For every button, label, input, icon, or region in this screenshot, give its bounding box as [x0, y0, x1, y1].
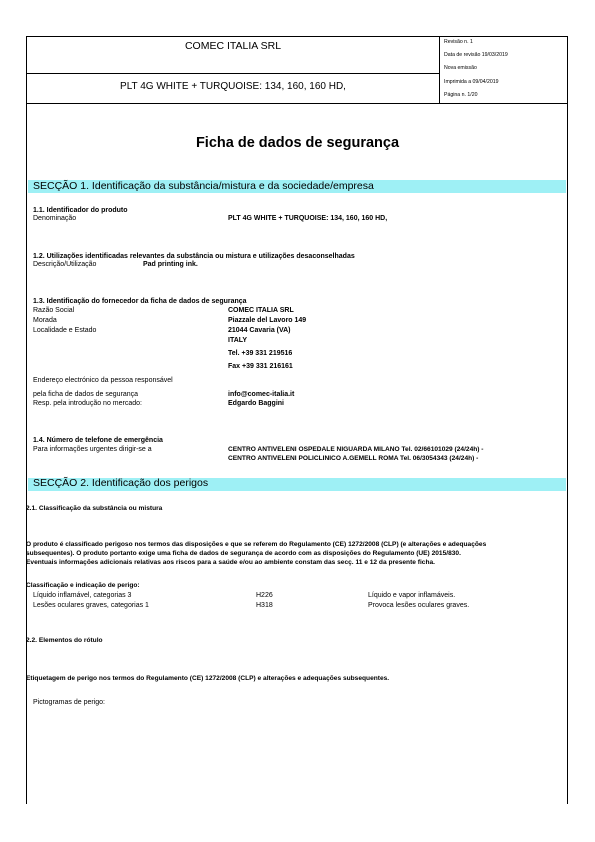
- responsible-label: Resp. pela introdução no mercado:: [33, 400, 142, 407]
- subsection-1-3-heading: 1.3. Identificação do fornecedor da ficha de dados de segurança: [33, 298, 247, 305]
- section-1-heading: SECÇÃO 1. Identificação da substância/mistura e da sociedade/empresa: [33, 180, 374, 192]
- document-title: Ficha de dados de segurança: [195, 135, 400, 151]
- revision-number: Revisão n. 1: [444, 39, 473, 45]
- hazard-statement: Provoca lesões oculares graves.: [368, 602, 470, 609]
- company-value: COMEC ITALIA SRL: [228, 307, 294, 314]
- subsection-2-2-heading: 2.2. Elementos do rótulo: [26, 637, 103, 644]
- emergency-line-2: CENTRO ANTIVELENI POLICLINICO A.GEMELL ROMA Tel. 06/3054343 (24/24h) -: [228, 455, 479, 462]
- responsible-value: Edgardo Baggini: [228, 400, 284, 407]
- product-identifier-value: PLT 4G WHITE + TURQUOISE: 134, 160, 160 HD,: [228, 215, 388, 222]
- hazard-code: H226: [256, 592, 273, 599]
- city-value: 21044 Cavaria (VA): [228, 327, 291, 334]
- subsection-2-1-heading: 2.1. Classificação da substância ou mistura: [26, 505, 163, 512]
- header-divider-vertical: [439, 37, 440, 103]
- company-name: COMEC ITALIA SRL: [184, 40, 282, 52]
- emergency-line-1: CENTRO ANTIVELENI OSPEDALE NIGUARDA MILANO Tel. 02/66101029 (24/24h) -: [228, 446, 484, 453]
- classification-paragraph: [26, 541, 571, 567]
- labelling-statement: Etiquetagem de perigo nos termos do Regulamento (CE) 1272/2008 (CLP) e alterações e adequações subsequentes.: [26, 675, 390, 682]
- hazard-class: Lesões oculares graves, categorias 1: [33, 602, 149, 609]
- header-divider-horizontal: [27, 73, 439, 74]
- classification-paragraph-line-2: subsequentes). O produto portanto exige uma ficha de dados de segurança de acordo com as disposições do Regulamento (UE) 2015/830.: [26, 549, 461, 557]
- city-label: Localidade e Estado: [33, 327, 97, 334]
- subsection-1-1-heading: 1.1. Identificador do produto: [33, 207, 128, 214]
- use-value: Pad printing ink.: [143, 261, 198, 268]
- header-box: [26, 36, 568, 104]
- phone-value: Tel. +39 331 219516: [228, 350, 293, 357]
- section-2-heading: SECÇÃO 2. Identificação dos perigos: [33, 477, 209, 489]
- use-label: Descrição/Utilização: [33, 261, 97, 268]
- revision-date: Data de revisão 19/03/2019: [444, 52, 508, 58]
- email-value: info@comec-italia.it: [228, 391, 295, 398]
- product-identifier-label: Denominação: [33, 215, 77, 222]
- page-number: Página n. 1/20: [444, 92, 478, 98]
- classification-paragraph-line-3: Eventuais informações adicionais relativas aos riscos para a saúde e/ou ao ambiente constam das secç. 11 e 12 da presente ficha.: [26, 558, 435, 566]
- new-issue: Nova emissão: [444, 65, 477, 71]
- subsection-1-2-heading: 1.2. Utilizações identificadas relevantes da substância ou mistura e utilizações desaconselhadas: [33, 253, 355, 260]
- classification-heading: Classificação e indicação de perigo:: [26, 582, 140, 589]
- address-label: Morada: [33, 317, 57, 324]
- product-name: PLT 4G WHITE + TURQUOISE: 134, 160, 160 HD,: [120, 81, 346, 92]
- email-label-line-2: pela ficha de dados de segurança: [33, 391, 139, 398]
- address-value: Piazzale del Lavoro 149: [228, 317, 307, 324]
- pictograms-label: Pictogramas de perigo:: [33, 699, 105, 706]
- hazard-code: H318: [256, 602, 273, 609]
- company-label: Razão Social: [33, 307, 75, 314]
- hazard-class: Líquido inflamável, categorias 3: [33, 592, 132, 599]
- country-value: ITALY: [228, 337, 248, 344]
- fax-value: Fax +39 331 216161: [228, 363, 293, 370]
- email-label-line-1: Endereço electrónico da pessoa responsável: [33, 377, 173, 384]
- classification-paragraph-line-1: O produto é classificado perigoso nos termos das disposições e que se referem do Regulamento (CE) 1272/2008 (CLP) (e alterações e adequações: [26, 541, 487, 548]
- emergency-label: Para informações urgentes dirigir-se a: [33, 446, 152, 453]
- hazard-statement: Líquido e vapor inflamáveis.: [368, 592, 456, 599]
- printed-date: Imprimida a 09/04/2019: [444, 79, 499, 85]
- subsection-1-4-heading: 1.4. Número de telefone de emergência: [33, 437, 163, 444]
- page-frame-left: [26, 104, 27, 804]
- page-frame-right: [567, 104, 568, 804]
